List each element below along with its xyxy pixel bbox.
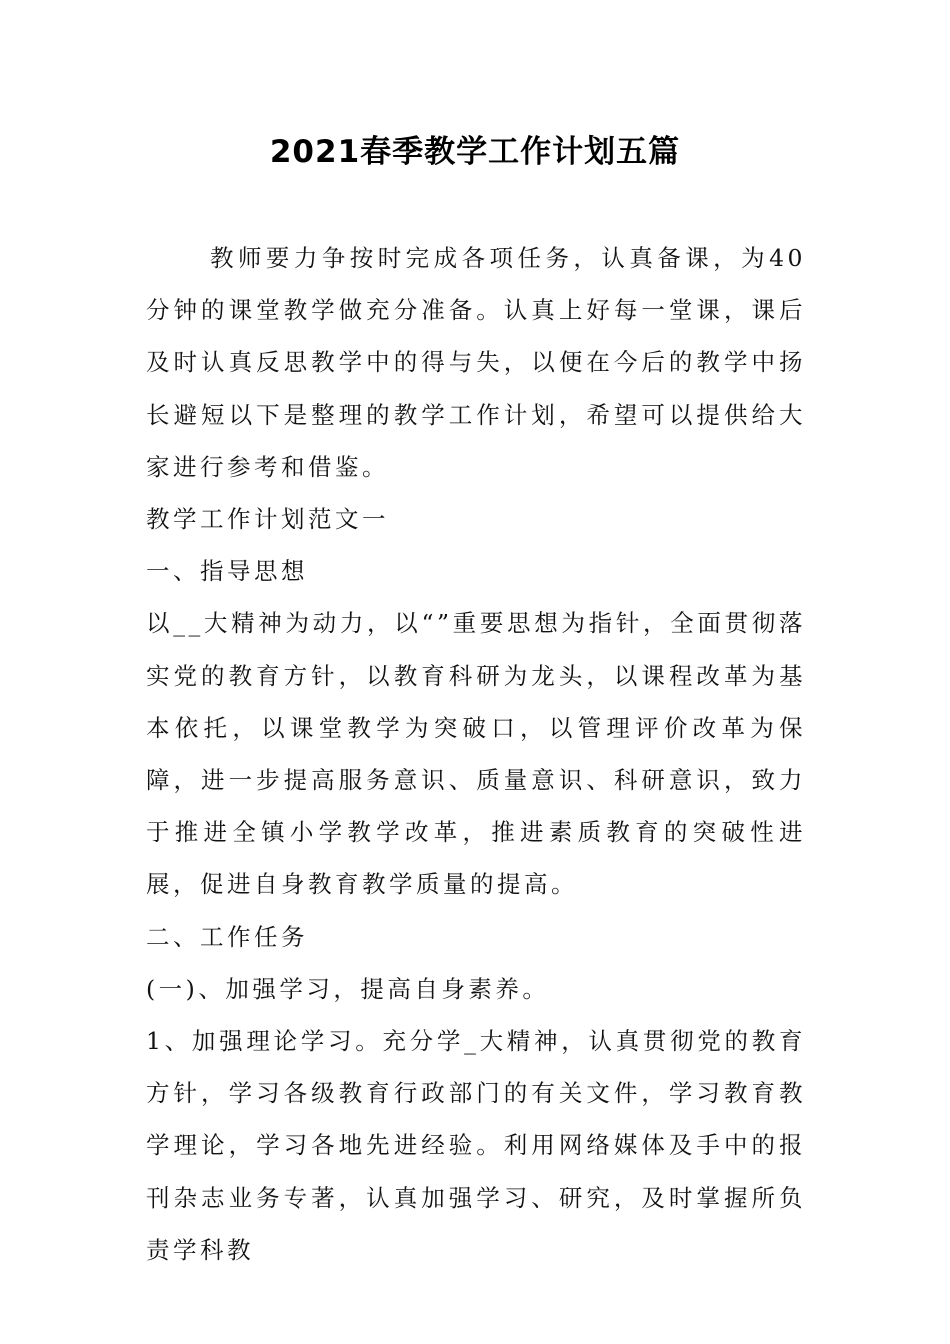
guiding-thought-paragraph: 以__大精神为动力，以“”重要思想为指针，全面贯彻落实党的教育方针，以教育科研为龙头，以课程改革为基本依托，以课堂教学为突破口，以管理评价改革为保障，进一步提高服务意识、质量意识、科研意识，致力于推进全镇小学教学改革，推进素质教育的突破性进展，促进自身教育教学质量的提高。	[146, 609, 806, 899]
document-title: 2021春季教学工作计划五篇	[269, 134, 681, 170]
section-heading-guiding-thought: 一、指导思想	[146, 557, 308, 586]
section-heading-sample-one: 教学工作计划范文一	[146, 505, 389, 534]
section-heading-work-tasks: 二、工作任务	[146, 922, 308, 951]
document-body	[146, 232, 806, 1276]
intro-paragraph: 教师要力争按时完成各项任务，认真备课，为40分钟的课堂教学做充分准备。认真上好每一堂课，课后及时认真反思教学中的得与失，以便在今后的教学中扬长避短以下是整理的教学工作计划，希望可以提供给大家进行参考和借鉴。	[146, 244, 806, 481]
subsection-heading-study: (一)、加强学习，提高自身素养。	[146, 974, 550, 1003]
theory-study-paragraph: 1、加强理论学习。充分学_大精神，认真贯彻党的教育方针，学习各级教育行政部门的有关文件，学习教育教学理论，学习各地先进经验。利用网络媒体及手中的报刊杂志业务专著，认真加强学习、研究，及时掌握所负责学科教	[146, 1027, 806, 1264]
